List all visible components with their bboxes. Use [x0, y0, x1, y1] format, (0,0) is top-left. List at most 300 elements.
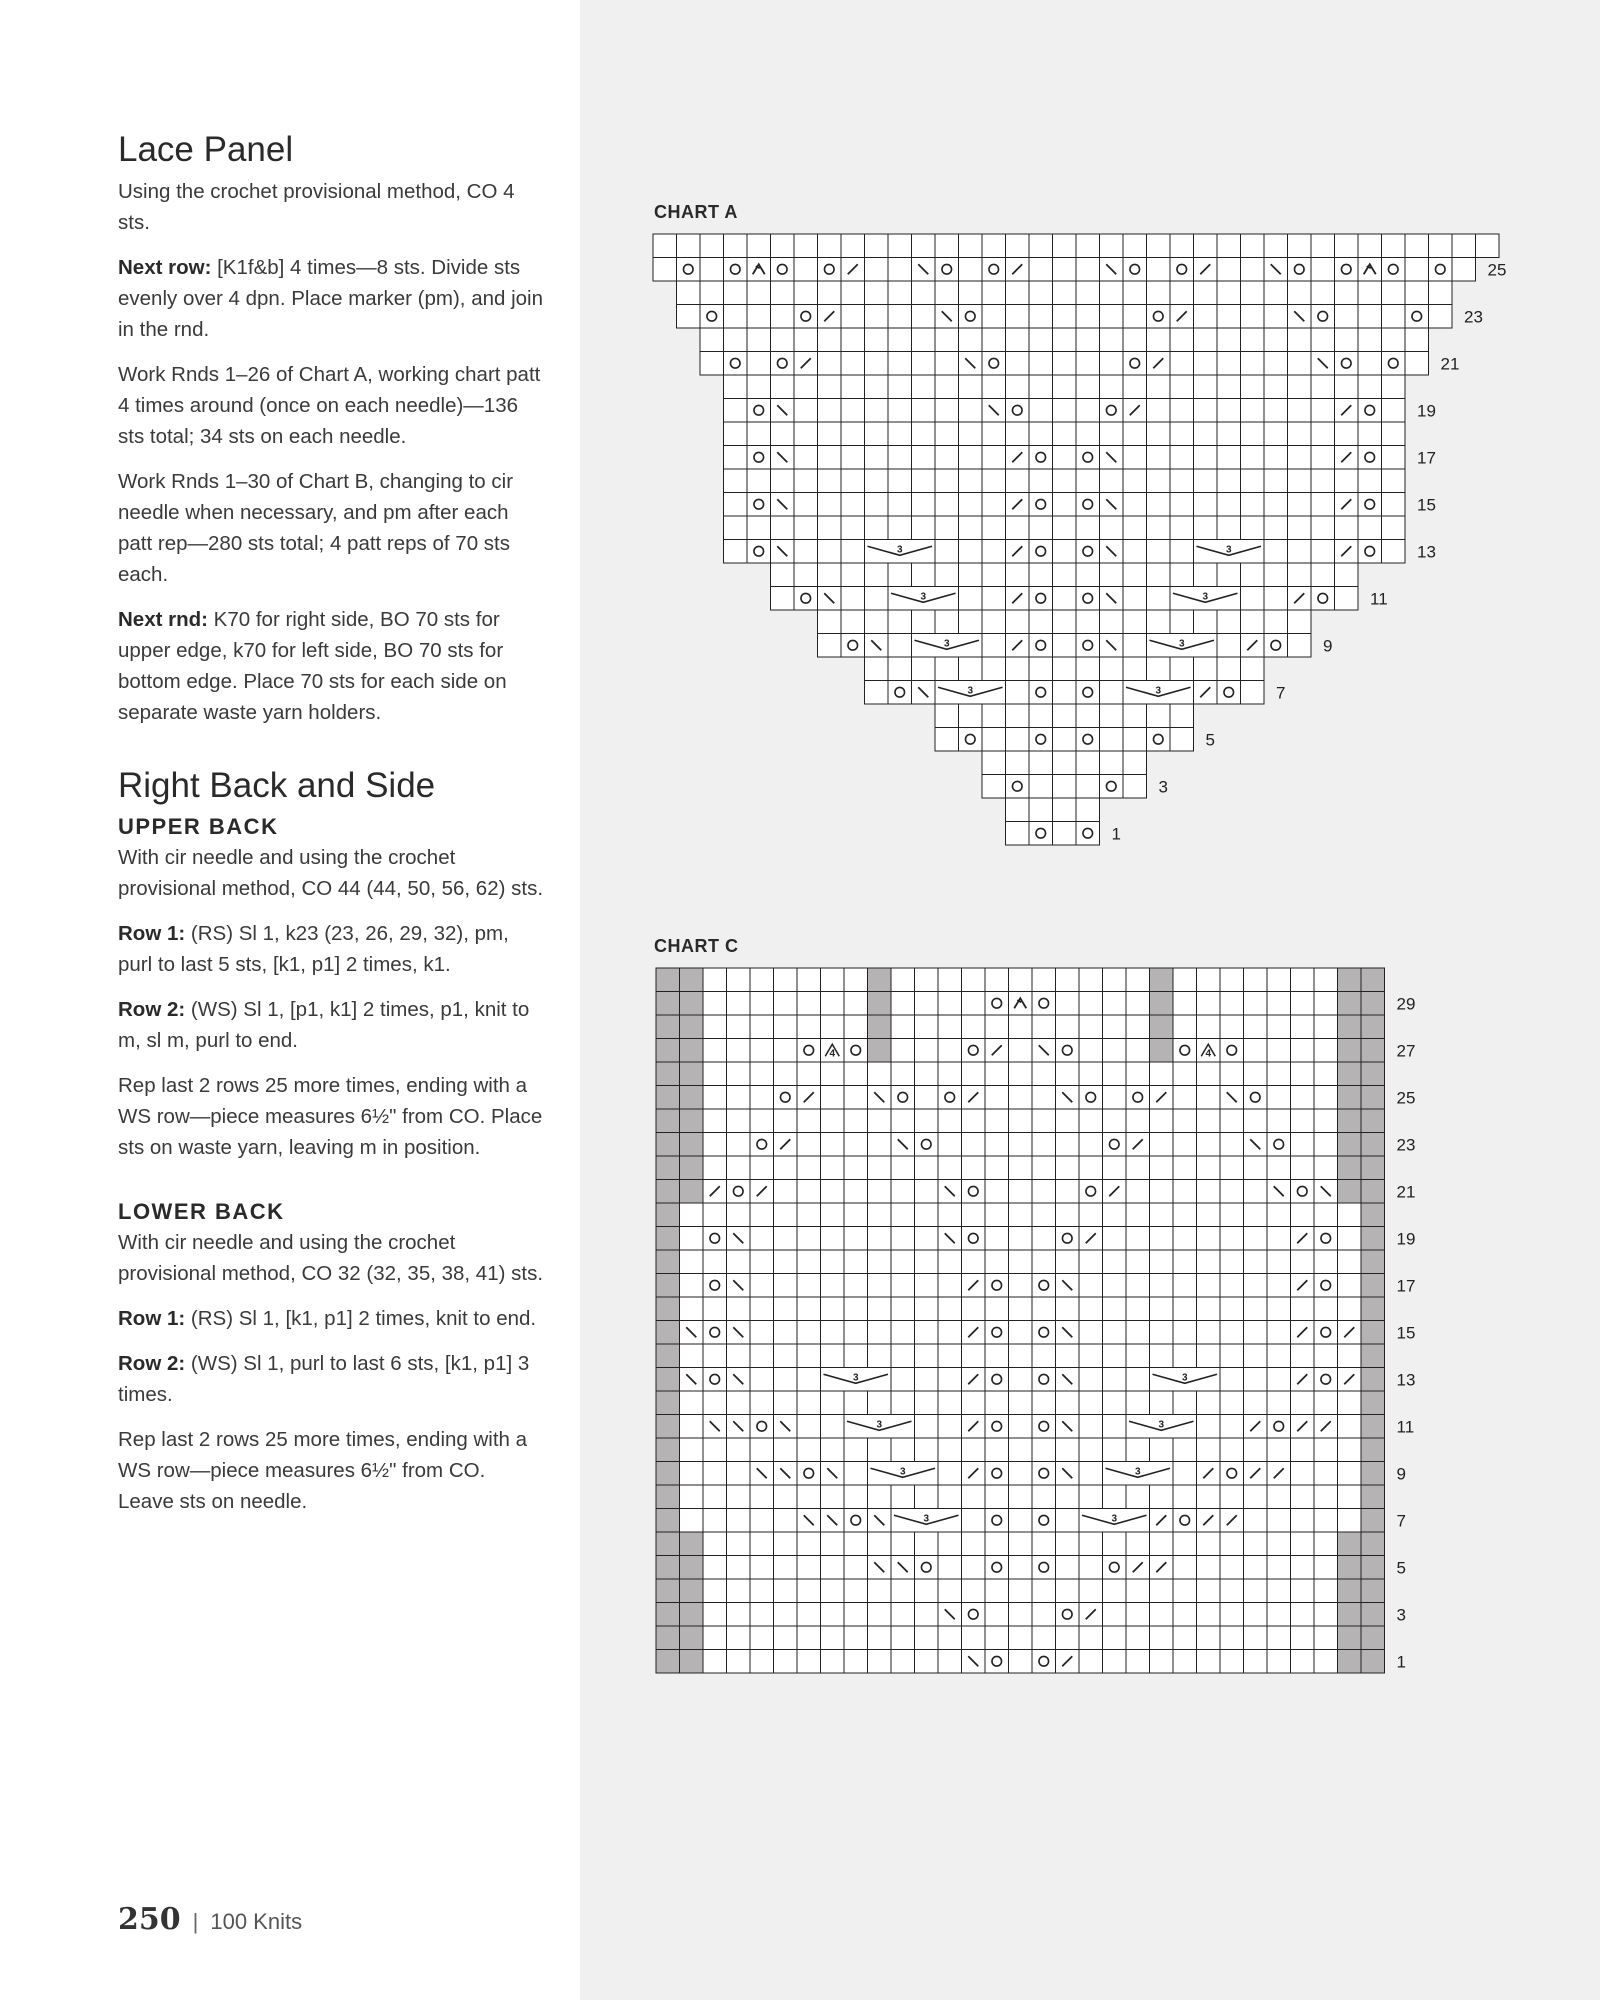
chart-cell: [1267, 1062, 1291, 1086]
chart-cell: [985, 1556, 1009, 1580]
chart-cell: [1123, 281, 1147, 305]
chart-cell: [865, 681, 889, 705]
chart-cell: [891, 1062, 915, 1086]
chart-cell: [962, 1109, 986, 1133]
chart-cell: [1314, 1485, 1338, 1509]
chart-cell: [724, 446, 748, 470]
chart-cell: [1220, 1391, 1244, 1415]
chart-cell: [841, 305, 865, 329]
chart-cell: [868, 1250, 892, 1274]
chart-cell: [656, 1603, 680, 1627]
paragraph: Rep last 2 rows 25 more times, ending with a WS row—piece measures 6½" from CO. Leave sts on needle.: [118, 1428, 528, 1513]
chart-cell: [1032, 1015, 1056, 1039]
chart-cell: [1361, 1438, 1385, 1462]
chart-cell: [1103, 1086, 1127, 1110]
chart-cell: [1264, 422, 1288, 446]
chart-cell: [1029, 751, 1053, 775]
chart-cell: [985, 1062, 1009, 1086]
chart-cell: [985, 1274, 1009, 1298]
chart-cell: [747, 258, 771, 282]
chart-cell: [1103, 968, 1127, 992]
chart-cell: [1361, 1650, 1385, 1674]
chart-cell: [1220, 1109, 1244, 1133]
chart-cell: [915, 1133, 939, 1157]
chart-cell: [818, 422, 842, 446]
chart-cell: [912, 352, 936, 376]
chart-cell: [1314, 1391, 1338, 1415]
chart-cell: [982, 375, 1006, 399]
chart-cell: [656, 1297, 680, 1321]
chart-cell: [1173, 1156, 1197, 1180]
chart-cell: [821, 992, 845, 1016]
chart-cell: [703, 968, 727, 992]
chart-cell: [1244, 1015, 1268, 1039]
chart-row: [656, 1579, 1385, 1603]
cable-label: 3: [1111, 1513, 1118, 1525]
chart-cell: [1009, 1579, 1033, 1603]
chart-cell: [1076, 540, 1100, 564]
chart-cell: [771, 422, 795, 446]
chart-cell: [774, 1509, 798, 1533]
chart-cell: [1314, 1368, 1338, 1392]
chart-cell: [888, 657, 912, 681]
chart-cell: [1100, 305, 1124, 329]
chart-cell: [1197, 1274, 1221, 1298]
chart-cell: [1053, 234, 1077, 258]
chart-cell: [1076, 399, 1100, 423]
chart-cell: [703, 1532, 727, 1556]
row-label: Row 1:: [118, 922, 186, 945]
chart-cell: [703, 1509, 727, 1533]
chart-cell: [774, 1485, 798, 1509]
chart-cell: [891, 1438, 915, 1462]
chart-cell: [1241, 399, 1265, 423]
chart-cell: [1170, 234, 1194, 258]
chart-cell: [1032, 992, 1056, 1016]
chart-cell: [797, 1650, 821, 1674]
chart-cell: [1150, 1485, 1174, 1509]
chart-cell: [891, 1532, 915, 1556]
chart-row: [656, 992, 1385, 1016]
chart-cell: [794, 563, 818, 587]
chart-cell: [1382, 540, 1406, 564]
chart-cell: [982, 446, 1006, 470]
chart-cell: [727, 1509, 751, 1533]
chart-cell: [891, 1485, 915, 1509]
chart-cell: [1358, 281, 1382, 305]
chart-cell: [868, 1579, 892, 1603]
chart-cell: [1244, 1203, 1268, 1227]
chart-cell: [680, 1227, 704, 1251]
chart-cell: [750, 992, 774, 1016]
chart-cell: [1241, 563, 1265, 587]
chart-cell: [1032, 1462, 1056, 1486]
chart-cell: [1009, 1532, 1033, 1556]
chart-cell: [844, 1250, 868, 1274]
chart-cell: [727, 1556, 751, 1580]
chart-cell: [818, 516, 842, 540]
chart-cell: [935, 375, 959, 399]
chart-cell: [1103, 1227, 1127, 1251]
chart-cell: [1006, 657, 1030, 681]
paragraph-text: K70 for right side, BO 70 sts for upper edge, k70 for left side, BO 70 sts for bottom edge. Place 70 sts for each side on separate waste yarn holders.: [118, 608, 507, 724]
chart-cell: [1173, 1109, 1197, 1133]
chart-cell: [938, 1133, 962, 1157]
chart-cell: [771, 563, 795, 587]
chart-cell: [1220, 968, 1244, 992]
chart-cell: [1009, 1250, 1033, 1274]
chart-cell: [774, 1274, 798, 1298]
chart-cell: [1123, 446, 1147, 470]
chart-cell: [1173, 1650, 1197, 1674]
chart-cell: [1056, 1344, 1080, 1368]
chart-cell: [1291, 1556, 1315, 1580]
chart-cell: [1194, 493, 1218, 517]
chart-cell: [1335, 305, 1359, 329]
chart-cell: [727, 1532, 751, 1556]
chart-cell: [844, 1133, 868, 1157]
chart-cell: [938, 1579, 962, 1603]
chart-cell: [959, 258, 983, 282]
chart-cell: [1123, 587, 1147, 611]
chart-cell: [1053, 681, 1077, 705]
chart-cell: [962, 1438, 986, 1462]
chart-cell: [1405, 281, 1429, 305]
chart-cell: [1053, 328, 1077, 352]
chart-cell: [1126, 1344, 1150, 1368]
chart-cell: [844, 1579, 868, 1603]
chart-row: [656, 1650, 1385, 1674]
chart-cell: [1100, 469, 1124, 493]
chart-cell: [1244, 1626, 1268, 1650]
chart-cell: [1147, 422, 1171, 446]
chart-cell: [1079, 1532, 1103, 1556]
chart-cell: [844, 1485, 868, 1509]
chart-cell: [797, 1039, 821, 1063]
chart-cell: [1382, 234, 1406, 258]
chart-cell: [1126, 1227, 1150, 1251]
chart-cell: [703, 1297, 727, 1321]
chart-cell: [868, 992, 892, 1016]
chart-cell: [841, 234, 865, 258]
chart-cell: [1311, 446, 1335, 470]
chart-cell: [1150, 1297, 1174, 1321]
chart-cell: [1291, 992, 1315, 1016]
chart-cell: [771, 258, 795, 282]
chart-cell: [1150, 1180, 1174, 1204]
chart-cell: [1126, 1438, 1150, 1462]
row-number: 17: [1396, 1276, 1416, 1296]
chart-cell: [1291, 1039, 1315, 1063]
chart-cell: [1405, 328, 1429, 352]
chart-cell: [1029, 422, 1053, 446]
chart-cell: [677, 281, 701, 305]
chart-cell: [1197, 1015, 1221, 1039]
chart-cell: [680, 1062, 704, 1086]
chart-cell: [915, 1626, 939, 1650]
paragraph: [118, 252, 546, 345]
chart-cell: [794, 422, 818, 446]
chart-cell: [821, 1532, 845, 1556]
chart-cell: [727, 1626, 751, 1650]
chart-cell: [1220, 1274, 1244, 1298]
chart-cell: [1197, 1532, 1221, 1556]
chart-cell: [1291, 968, 1315, 992]
chart-cell: [844, 1556, 868, 1580]
chart-cell: [1170, 469, 1194, 493]
chart-cell: [959, 375, 983, 399]
chart-cell: [1476, 234, 1500, 258]
chart-cell: [727, 1015, 751, 1039]
chart-cell: [794, 328, 818, 352]
chart-cell: [821, 1297, 845, 1321]
chart-cell: [724, 281, 748, 305]
chart-row: [656, 1603, 1385, 1627]
chart-cell: [750, 1297, 774, 1321]
chart-cell: [680, 1462, 704, 1486]
chart-cell: [935, 516, 959, 540]
chart-cell: [912, 657, 936, 681]
chart-cell: [915, 1321, 939, 1345]
chart-cell: [1173, 1227, 1197, 1251]
chart-cell: [891, 1603, 915, 1627]
chart-cell: [656, 1650, 680, 1674]
chart-cell: [985, 1015, 1009, 1039]
chart-cell: [794, 375, 818, 399]
chart-cell: [1429, 258, 1453, 282]
chart-cell: [841, 493, 865, 517]
chart-cell: [656, 1133, 680, 1157]
chart-cell: [1291, 1509, 1315, 1533]
chart-cell: [841, 422, 865, 446]
chart-cell: [1103, 1250, 1127, 1274]
chart-cell: [1053, 399, 1077, 423]
chart-row: [724, 446, 1406, 470]
chart-cell: [888, 681, 912, 705]
chart-cell: [818, 563, 842, 587]
chart-cell: [1291, 1603, 1315, 1627]
chart-cell: [1173, 1086, 1197, 1110]
chart-cell: [1220, 1180, 1244, 1204]
chart-cell: [1029, 587, 1053, 611]
chart-cell: [844, 1532, 868, 1556]
chart-cell: [774, 1109, 798, 1133]
chart-cell: [1217, 234, 1241, 258]
chart-cell: [1006, 563, 1030, 587]
chart-cell: [982, 234, 1006, 258]
chart-row: [677, 281, 1453, 305]
chart-cell: [1100, 422, 1124, 446]
chart-cell: [727, 1180, 751, 1204]
chart-cell: [771, 375, 795, 399]
chart-cell: [1032, 1509, 1056, 1533]
chart-cell: [1029, 258, 1053, 282]
chart-cell: [888, 516, 912, 540]
chart-cell: [1267, 1321, 1291, 1345]
chart-cell: [1056, 1062, 1080, 1086]
chart-cell: [962, 1133, 986, 1157]
chart-cell: [1053, 751, 1077, 775]
chart-cell: [774, 1321, 798, 1345]
chart-cell: [797, 1344, 821, 1368]
chart-cell: [1126, 1485, 1150, 1509]
chart-cell: [727, 1250, 751, 1274]
chart-cell: [1032, 1603, 1056, 1627]
chart-cell: [865, 352, 889, 376]
chart-cell: [1220, 1321, 1244, 1345]
chart-cell: [959, 469, 983, 493]
chart-cell: [935, 328, 959, 352]
chart-cell: [1103, 992, 1127, 1016]
chart-cell: [1244, 1039, 1268, 1063]
chart-cell: [680, 1015, 704, 1039]
chart-cell: [1361, 1274, 1385, 1298]
chart-cell: [962, 1015, 986, 1039]
chart-cell: [1197, 1579, 1221, 1603]
chart-cell: [1170, 657, 1194, 681]
chart-cell: [1173, 1532, 1197, 1556]
chart-cell: [750, 1344, 774, 1368]
paragraph: [118, 918, 546, 980]
chart-cell: [841, 563, 865, 587]
chart-cell: [1311, 540, 1335, 564]
chart-cell: [982, 728, 1006, 752]
chart-cell: [1220, 1579, 1244, 1603]
chart-cell: [915, 968, 939, 992]
chart-cell: [1217, 281, 1241, 305]
chart-cell: [1147, 446, 1171, 470]
chart-cell: [1006, 751, 1030, 775]
chart-cell: [1291, 1133, 1315, 1157]
chart-cell: [1194, 328, 1218, 352]
chart-cell: [1150, 1156, 1174, 1180]
chart-cell: [891, 1180, 915, 1204]
chart-cell: [1173, 1133, 1197, 1157]
chart-cell: [868, 1274, 892, 1298]
chart-cell: [1056, 1180, 1080, 1204]
chart-cell: [1100, 375, 1124, 399]
chart-cell: [1126, 1532, 1150, 1556]
chart-cell: [1267, 1532, 1291, 1556]
chart-cell: [1123, 751, 1147, 775]
chart-cell: [1291, 1297, 1315, 1321]
chart-cell: [1170, 540, 1194, 564]
chart-cell: [1147, 657, 1171, 681]
chart-cell: [1056, 992, 1080, 1016]
chart-cell: [865, 587, 889, 611]
chart-cell: [1288, 540, 1312, 564]
chart-cell: [962, 992, 986, 1016]
chart-cell: [1220, 1485, 1244, 1509]
chart-cell: [1338, 1274, 1362, 1298]
chart-cell: [1405, 352, 1429, 376]
chart-cell: [747, 305, 771, 329]
chart-cell: [1053, 446, 1077, 470]
chart-cell: [677, 258, 701, 282]
chart-cell: [747, 516, 771, 540]
chart-cell: [1220, 1415, 1244, 1439]
chart-cell: [1382, 352, 1406, 376]
section-title-right-back: Right Back and Side: [118, 766, 436, 805]
chart-cell: [938, 1415, 962, 1439]
chart-cell: [680, 1180, 704, 1204]
chart-cell: [1291, 1086, 1315, 1110]
chart-cell: [1244, 1579, 1268, 1603]
chart-cell: [1170, 493, 1194, 517]
chart-cell: [680, 1086, 704, 1110]
chart-cell: [1029, 657, 1053, 681]
chart-cell: [1197, 1650, 1221, 1674]
chart-cell: [818, 634, 842, 658]
chart-cell: [868, 1603, 892, 1627]
chart-row: [656, 1415, 1385, 1439]
chart-cell: [1264, 610, 1288, 634]
chart-cell: [1244, 1438, 1268, 1462]
chart-cell: [1053, 587, 1077, 611]
chart-cell: [1103, 1650, 1127, 1674]
chart-cell: [868, 1321, 892, 1345]
chart-cell: [888, 305, 912, 329]
chart-cell: [844, 1391, 868, 1415]
chart-cell: [1220, 992, 1244, 1016]
chart-cell: [1361, 1039, 1385, 1063]
chart-cell: [821, 1109, 845, 1133]
chart-cell: [1126, 1391, 1150, 1415]
chart-row: [656, 1297, 1385, 1321]
chart-cell: [821, 1133, 845, 1157]
chart-cell: [985, 1156, 1009, 1180]
chart-cell: [1264, 634, 1288, 658]
chart-cell: [680, 1109, 704, 1133]
chart-cell: [724, 258, 748, 282]
chart-cell: [868, 1133, 892, 1157]
chart-cell: [1382, 516, 1406, 540]
chart-cell: [1194, 657, 1218, 681]
chart-cell: [982, 328, 1006, 352]
chart-cell: [1217, 493, 1241, 517]
row-number: 25: [1487, 260, 1507, 280]
chart-cell: [1170, 704, 1194, 728]
chart-cell: [1335, 258, 1359, 282]
chart-cell: [1288, 258, 1312, 282]
cable-label: 3: [899, 1466, 906, 1478]
chart-cell: [985, 1250, 1009, 1274]
chart-cell: [1338, 1039, 1362, 1063]
chart-cell: [938, 1532, 962, 1556]
chart-cell: [1123, 516, 1147, 540]
chart-cell: [912, 399, 936, 423]
chart-cell: [1173, 1250, 1197, 1274]
chart-cell: [1264, 587, 1288, 611]
chart-cell: [938, 968, 962, 992]
chart-cell: [653, 258, 677, 282]
chart-cell: [844, 1015, 868, 1039]
chart-cell: [1194, 281, 1218, 305]
chart-cell: [1311, 493, 1335, 517]
chart-cell: [1244, 1180, 1268, 1204]
chart-cell: [797, 1556, 821, 1580]
chart-cell: [656, 1203, 680, 1227]
chart-cell: [1147, 234, 1171, 258]
chart-cell: [703, 1579, 727, 1603]
chart-cell: [915, 1438, 939, 1462]
chart-cell: [1267, 1415, 1291, 1439]
chart-cell: [1217, 352, 1241, 376]
chart-cell: [1291, 1462, 1315, 1486]
chart-cell: [1029, 234, 1053, 258]
chart-cell: [750, 1203, 774, 1227]
chart-cell: [1288, 281, 1312, 305]
